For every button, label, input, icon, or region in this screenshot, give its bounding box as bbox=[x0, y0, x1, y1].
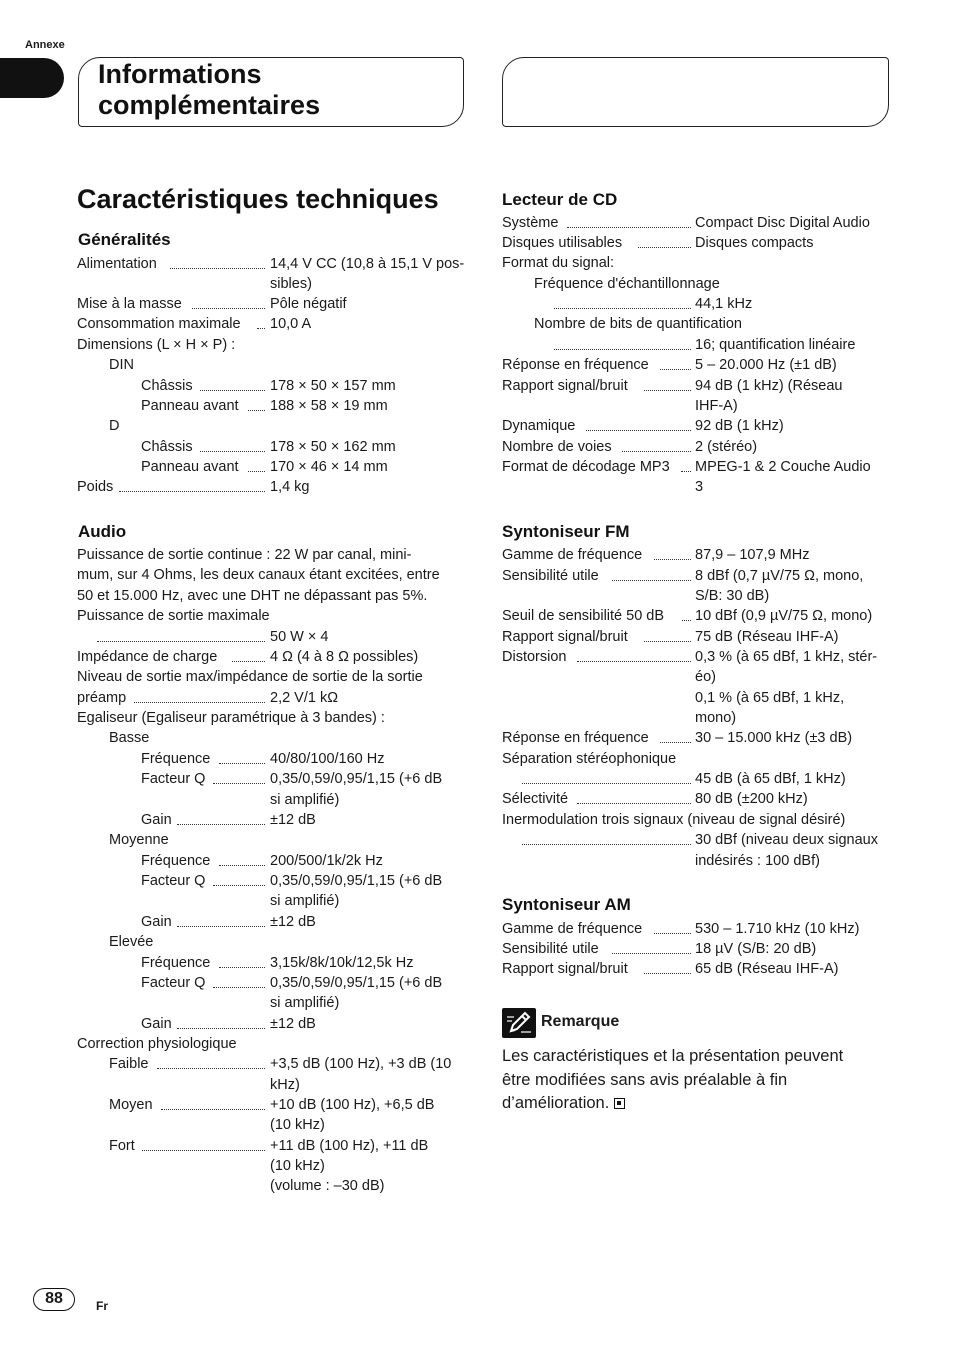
spec-row bbox=[77, 851, 467, 871]
note-title: Remarque bbox=[541, 1013, 620, 1030]
spec-value: +3,5 dB (100 Hz), +3 dB (10 bbox=[270, 1056, 452, 1072]
spec-label: Gain bbox=[141, 812, 172, 828]
spec-value: 0,1 % (à 65 dBf, 1 kHz, bbox=[695, 690, 845, 706]
spec-value: +11 dB (100 Hz), +11 dB bbox=[270, 1138, 429, 1154]
leader-dots bbox=[257, 328, 265, 329]
spec-label: Consommation maximale bbox=[77, 316, 241, 332]
spec-row bbox=[502, 294, 892, 314]
leader-dots bbox=[682, 620, 691, 621]
leader-dots bbox=[248, 410, 265, 411]
spec-value: 75 dB (Réseau IHF-A) bbox=[695, 629, 839, 645]
leader-dots bbox=[232, 661, 265, 662]
spec-value: 87,9 – 107,9 MHz bbox=[695, 547, 810, 563]
spec-value: 0,35/0,59/0,95/1,15 (+6 dB bbox=[270, 771, 443, 787]
spec-value: 0,35/0,59/0,95/1,15 (+6 dB bbox=[270, 975, 443, 991]
spec-value: 3 bbox=[695, 479, 704, 495]
spec-row bbox=[77, 1095, 467, 1115]
leader-dots bbox=[213, 987, 265, 988]
spec-label: Rapport signal/bruit bbox=[502, 961, 628, 977]
spec-row bbox=[77, 254, 467, 274]
spec-value: 80 dB (±200 kHz) bbox=[695, 791, 808, 807]
spec-value: 40/80/100/160 Hz bbox=[270, 751, 385, 767]
note-pencil-icon bbox=[502, 1008, 536, 1038]
leader-dots bbox=[119, 491, 265, 492]
spec-row bbox=[502, 789, 892, 809]
leader-dots bbox=[681, 471, 691, 472]
leader-dots bbox=[157, 1068, 265, 1069]
leader-dots bbox=[522, 783, 691, 784]
spec-value: 92 dB (1 kHz) bbox=[695, 418, 784, 434]
spec-value: si amplifié) bbox=[270, 893, 340, 909]
spec-value: si amplifié) bbox=[270, 792, 340, 808]
spec-value: 44,1 kHz bbox=[695, 296, 753, 312]
spec-value: 1,4 kg bbox=[270, 479, 310, 495]
spec-row bbox=[77, 1136, 467, 1156]
spec-value: 30 – 15.000 kHz (±3 dB) bbox=[695, 730, 853, 746]
header-title-line2: complémentaires bbox=[98, 90, 321, 120]
spec-label: Nombre de bits de quantification bbox=[534, 316, 742, 332]
spec-label: Distorsion bbox=[502, 649, 567, 665]
spec-value: 170 × 46 × 14 mm bbox=[270, 459, 388, 475]
spec-label: Gamme de fréquence bbox=[502, 921, 643, 937]
spec-row bbox=[502, 355, 892, 375]
spec-label: Réponse en fréquence bbox=[502, 730, 649, 746]
spec-value: ±12 dB bbox=[270, 1016, 316, 1032]
leader-dots bbox=[638, 247, 691, 248]
leader-dots bbox=[200, 390, 265, 391]
spec-label: Moyenne bbox=[109, 832, 169, 848]
spec-label: Réponse en fréquence bbox=[502, 357, 649, 373]
spec-row bbox=[502, 606, 892, 626]
leader-dots bbox=[644, 390, 691, 391]
spec-value: si amplifié) bbox=[270, 995, 340, 1011]
section-title-fm: Syntoniseur FM bbox=[502, 522, 630, 541]
leader-dots bbox=[142, 1150, 265, 1151]
spec-row bbox=[502, 376, 892, 396]
spec-value: 178 × 50 × 162 mm bbox=[270, 439, 396, 455]
spec-label: Dimensions (L × H × P) : bbox=[77, 337, 236, 353]
spec-label: Facteur Q bbox=[141, 975, 206, 991]
spec-label: Séparation stéréophonique bbox=[502, 751, 677, 767]
spec-row bbox=[77, 973, 467, 993]
spec-value: 50 W × 4 bbox=[270, 629, 329, 645]
spec-value: Compact Disc Digital Audio bbox=[695, 215, 870, 231]
spec-label: Système bbox=[502, 215, 559, 231]
leader-dots bbox=[554, 308, 691, 309]
language-code: Fr bbox=[96, 1299, 108, 1313]
header-title-line1: Informations bbox=[98, 59, 262, 89]
spec-label: Inermodulation trois signaux (niveau de signal désiré) bbox=[502, 812, 846, 828]
leader-dots bbox=[219, 763, 265, 764]
spec-row bbox=[77, 477, 467, 497]
spec-label: Gamme de fréquence bbox=[502, 547, 643, 563]
spec-row bbox=[502, 728, 892, 748]
section-title-cd: Lecteur de CD bbox=[502, 190, 618, 209]
leader-dots bbox=[522, 844, 691, 845]
spec-label: Fort bbox=[109, 1138, 135, 1154]
spec-value: (10 kHz) bbox=[270, 1117, 325, 1133]
spec-label: Seuil de sensibilité 50 dB bbox=[502, 608, 665, 624]
spec-value: 10 dBf (0,9 µV/75 Ω, mono) bbox=[695, 608, 873, 624]
section-title-audio: Audio bbox=[78, 522, 127, 541]
spec-value: sibles) bbox=[270, 276, 312, 292]
spec-label: Sensibilité utile bbox=[502, 568, 599, 584]
note-line: être modifiées sans avis préalable à fin bbox=[502, 1070, 788, 1089]
spec-value: 14,4 V CC (10,8 à 15,1 V pos- bbox=[270, 256, 465, 272]
spec-label: Gain bbox=[141, 914, 172, 930]
spec-row bbox=[77, 437, 467, 457]
spec-row bbox=[502, 627, 892, 647]
spec-label: DIN bbox=[109, 357, 134, 373]
spec-label: Fréquence bbox=[141, 955, 211, 971]
spec-row bbox=[502, 919, 892, 939]
spec-value: 0,35/0,59/0,95/1,15 (+6 dB bbox=[270, 873, 443, 889]
spec-value: 16; quantification linéaire bbox=[695, 337, 856, 353]
leader-dots bbox=[213, 885, 265, 886]
spec-label: Faible bbox=[109, 1056, 149, 1072]
spec-label: Châssis bbox=[141, 378, 193, 394]
leader-dots bbox=[644, 641, 691, 642]
spec-row bbox=[77, 627, 467, 647]
spec-label: Rapport signal/bruit bbox=[502, 378, 628, 394]
note-text bbox=[502, 1045, 882, 1116]
spec-label: Alimentation bbox=[77, 256, 157, 272]
spec-label: Gain bbox=[141, 1016, 172, 1032]
leader-dots bbox=[654, 559, 691, 560]
spec-value: 5 – 20.000 Hz (±1 dB) bbox=[695, 357, 837, 373]
leader-dots bbox=[177, 926, 265, 927]
spec-label: Poids bbox=[77, 479, 114, 495]
spec-value: 530 – 1.710 kHz (10 kHz) bbox=[695, 921, 860, 937]
spec-value: 45 dB (à 65 dBf, 1 kHz) bbox=[695, 771, 846, 787]
spec-row bbox=[502, 457, 892, 477]
leader-dots bbox=[577, 803, 691, 804]
paragraph-line: Puissance de sortie continue : 22 W par canal, mini- bbox=[77, 547, 412, 563]
spec-value: indésirés : 100 dBf) bbox=[695, 853, 820, 869]
paragraph-line: mum, sur 4 Ohms, les deux canaux étant excitées, entre bbox=[77, 567, 440, 584]
spec-row bbox=[502, 939, 892, 959]
spec-label: Châssis bbox=[141, 439, 193, 455]
spec-label: Moyen bbox=[109, 1097, 153, 1113]
page-title: Caractéristiques techniques bbox=[77, 184, 439, 214]
spec-value: kHz) bbox=[270, 1077, 300, 1093]
spec-value: éo) bbox=[695, 669, 716, 685]
spec-value: IHF-A) bbox=[695, 398, 738, 414]
spec-label: Sélectivité bbox=[502, 791, 569, 807]
spec-row bbox=[502, 437, 892, 457]
spec-value: 178 × 50 × 157 mm bbox=[270, 378, 396, 394]
leader-dots bbox=[192, 308, 265, 309]
leader-dots bbox=[219, 967, 265, 968]
spec-value: 8 dBf (0,7 µV/75 Ω, mono, bbox=[695, 568, 864, 584]
spec-row bbox=[77, 396, 467, 416]
header-title-box bbox=[78, 57, 464, 127]
spec-value: ±12 dB bbox=[270, 812, 316, 828]
section-title-generalites: Généralités bbox=[78, 230, 171, 249]
leader-dots bbox=[177, 1028, 265, 1029]
spec-label: Format de décodage MP3 bbox=[502, 459, 670, 475]
leader-dots bbox=[612, 580, 691, 581]
leader-dots bbox=[248, 471, 265, 472]
spec-label: Format du signal: bbox=[502, 255, 615, 271]
header-title bbox=[98, 59, 320, 121]
spec-row bbox=[502, 566, 892, 586]
spec-label: Fréquence bbox=[141, 751, 211, 767]
spec-row bbox=[77, 294, 467, 314]
spec-value: 65 dB (Réseau IHF-A) bbox=[695, 961, 839, 977]
leader-dots bbox=[170, 268, 265, 269]
spec-row bbox=[77, 314, 467, 334]
spec-label: Dynamique bbox=[502, 418, 576, 434]
spec-value: 30 dBf (niveau deux signaux bbox=[695, 832, 878, 848]
audio-continuous-power bbox=[77, 545, 467, 606]
page-number: 88 bbox=[33, 1288, 75, 1311]
leader-dots bbox=[644, 973, 691, 974]
spec-value: (10 kHz) bbox=[270, 1158, 325, 1174]
spec-value: Pôle négatif bbox=[270, 296, 347, 312]
spec-row bbox=[77, 1014, 467, 1034]
spec-row bbox=[77, 376, 467, 396]
spec-label: préamp bbox=[77, 690, 127, 706]
leader-dots bbox=[161, 1109, 265, 1110]
spec-value: 3,15k/8k/10k/12,5k Hz bbox=[270, 955, 414, 971]
spec-value: mono) bbox=[695, 710, 737, 726]
spec-label: Niveau de sortie max/impédance de sortie de la sortie bbox=[77, 669, 423, 685]
spec-label: Disques utilisables bbox=[502, 235, 623, 251]
spec-label: Rapport signal/bruit bbox=[502, 629, 628, 645]
spec-label: Puissance de sortie maximale bbox=[77, 608, 270, 624]
spec-label: Sensibilité utile bbox=[502, 941, 599, 957]
chapter-tab bbox=[0, 58, 64, 98]
leader-dots bbox=[586, 430, 691, 431]
leader-dots bbox=[97, 641, 265, 642]
leader-dots bbox=[612, 953, 691, 954]
leader-dots bbox=[213, 783, 265, 784]
spec-row bbox=[502, 416, 892, 436]
spec-row bbox=[77, 688, 467, 708]
spec-value: +10 dB (100 Hz), +6,5 dB bbox=[270, 1097, 435, 1113]
spec-label: Panneau avant bbox=[141, 459, 239, 475]
spec-label: D bbox=[109, 418, 120, 434]
spec-row bbox=[77, 647, 467, 667]
spec-row bbox=[77, 1054, 467, 1074]
spec-row bbox=[77, 810, 467, 830]
spec-row bbox=[502, 769, 892, 789]
end-of-section-icon bbox=[614, 1098, 625, 1109]
spec-value: MPEG-1 & 2 Couche Audio bbox=[695, 459, 871, 475]
spec-value: 2 (stéréo) bbox=[695, 439, 758, 455]
spec-value: (volume : –30 dB) bbox=[270, 1178, 385, 1194]
spec-label: Panneau avant bbox=[141, 398, 239, 414]
leader-dots bbox=[554, 349, 691, 350]
spec-row bbox=[77, 953, 467, 973]
spec-value: 4 Ω (4 à 8 Ω possibles) bbox=[270, 649, 419, 665]
leader-dots bbox=[660, 369, 691, 370]
leader-dots bbox=[219, 865, 265, 866]
leader-dots bbox=[567, 227, 691, 228]
spec-label: Facteur Q bbox=[141, 873, 206, 889]
leader-dots bbox=[177, 824, 265, 825]
spec-row bbox=[502, 335, 892, 355]
spec-row bbox=[502, 830, 892, 850]
spec-label: Nombre de voies bbox=[502, 439, 612, 455]
spec-row bbox=[502, 233, 892, 253]
paragraph-line: 50 et 15.000 Hz, avec une DHT ne dépassant pas 5%. bbox=[77, 587, 428, 604]
spec-value: 0,3 % (à 65 dBf, 1 kHz, stér- bbox=[695, 649, 878, 665]
leader-dots bbox=[134, 702, 265, 703]
note-line-last bbox=[502, 1092, 882, 1116]
spec-value: ±12 dB bbox=[270, 914, 316, 930]
section-title-am: Syntoniseur AM bbox=[502, 895, 631, 914]
leader-dots bbox=[200, 451, 265, 452]
section-label: Annexe bbox=[25, 39, 65, 51]
spec-value: 200/500/1k/2k Hz bbox=[270, 853, 383, 869]
note-line: d’amélioration. bbox=[502, 1094, 610, 1112]
spec-label: Basse bbox=[109, 730, 150, 746]
spec-value: S/B: 30 dB) bbox=[695, 588, 770, 604]
leader-dots bbox=[622, 451, 691, 452]
spec-row bbox=[77, 769, 467, 789]
spec-label: Egaliseur (Egaliseur paramétrique à 3 bandes) : bbox=[77, 710, 385, 726]
spec-label: Impédance de charge bbox=[77, 649, 218, 665]
spec-row bbox=[502, 959, 892, 979]
spec-label: Mise à la masse bbox=[77, 296, 182, 312]
spec-row bbox=[502, 647, 892, 667]
leader-dots bbox=[577, 661, 691, 662]
leader-dots bbox=[660, 742, 691, 743]
spec-row bbox=[77, 457, 467, 477]
spec-row bbox=[502, 213, 892, 233]
header-empty-box bbox=[502, 57, 889, 127]
spec-value: 94 dB (1 kHz) (Réseau bbox=[695, 378, 843, 394]
note-line: Les caractéristiques et la présentation peuvent bbox=[502, 1047, 844, 1065]
spec-label: Correction physiologique bbox=[77, 1036, 237, 1052]
spec-row bbox=[77, 912, 467, 932]
spec-row bbox=[77, 749, 467, 769]
spec-value: 18 µV (S/B: 20 dB) bbox=[695, 941, 817, 957]
spec-label: Fréquence d'échantillonnage bbox=[534, 276, 720, 292]
spec-value: 188 × 58 × 19 mm bbox=[270, 398, 388, 414]
spec-label: Elevée bbox=[109, 934, 154, 950]
leader-dots bbox=[654, 933, 691, 934]
spec-value: 2,2 V/1 kΩ bbox=[270, 690, 339, 706]
spec-value: Disques compacts bbox=[695, 235, 814, 251]
spec-label: Facteur Q bbox=[141, 771, 206, 787]
spec-value: 10,0 A bbox=[270, 316, 312, 332]
spec-label: Fréquence bbox=[141, 853, 211, 869]
spec-row bbox=[502, 545, 892, 565]
spec-row bbox=[77, 871, 467, 891]
